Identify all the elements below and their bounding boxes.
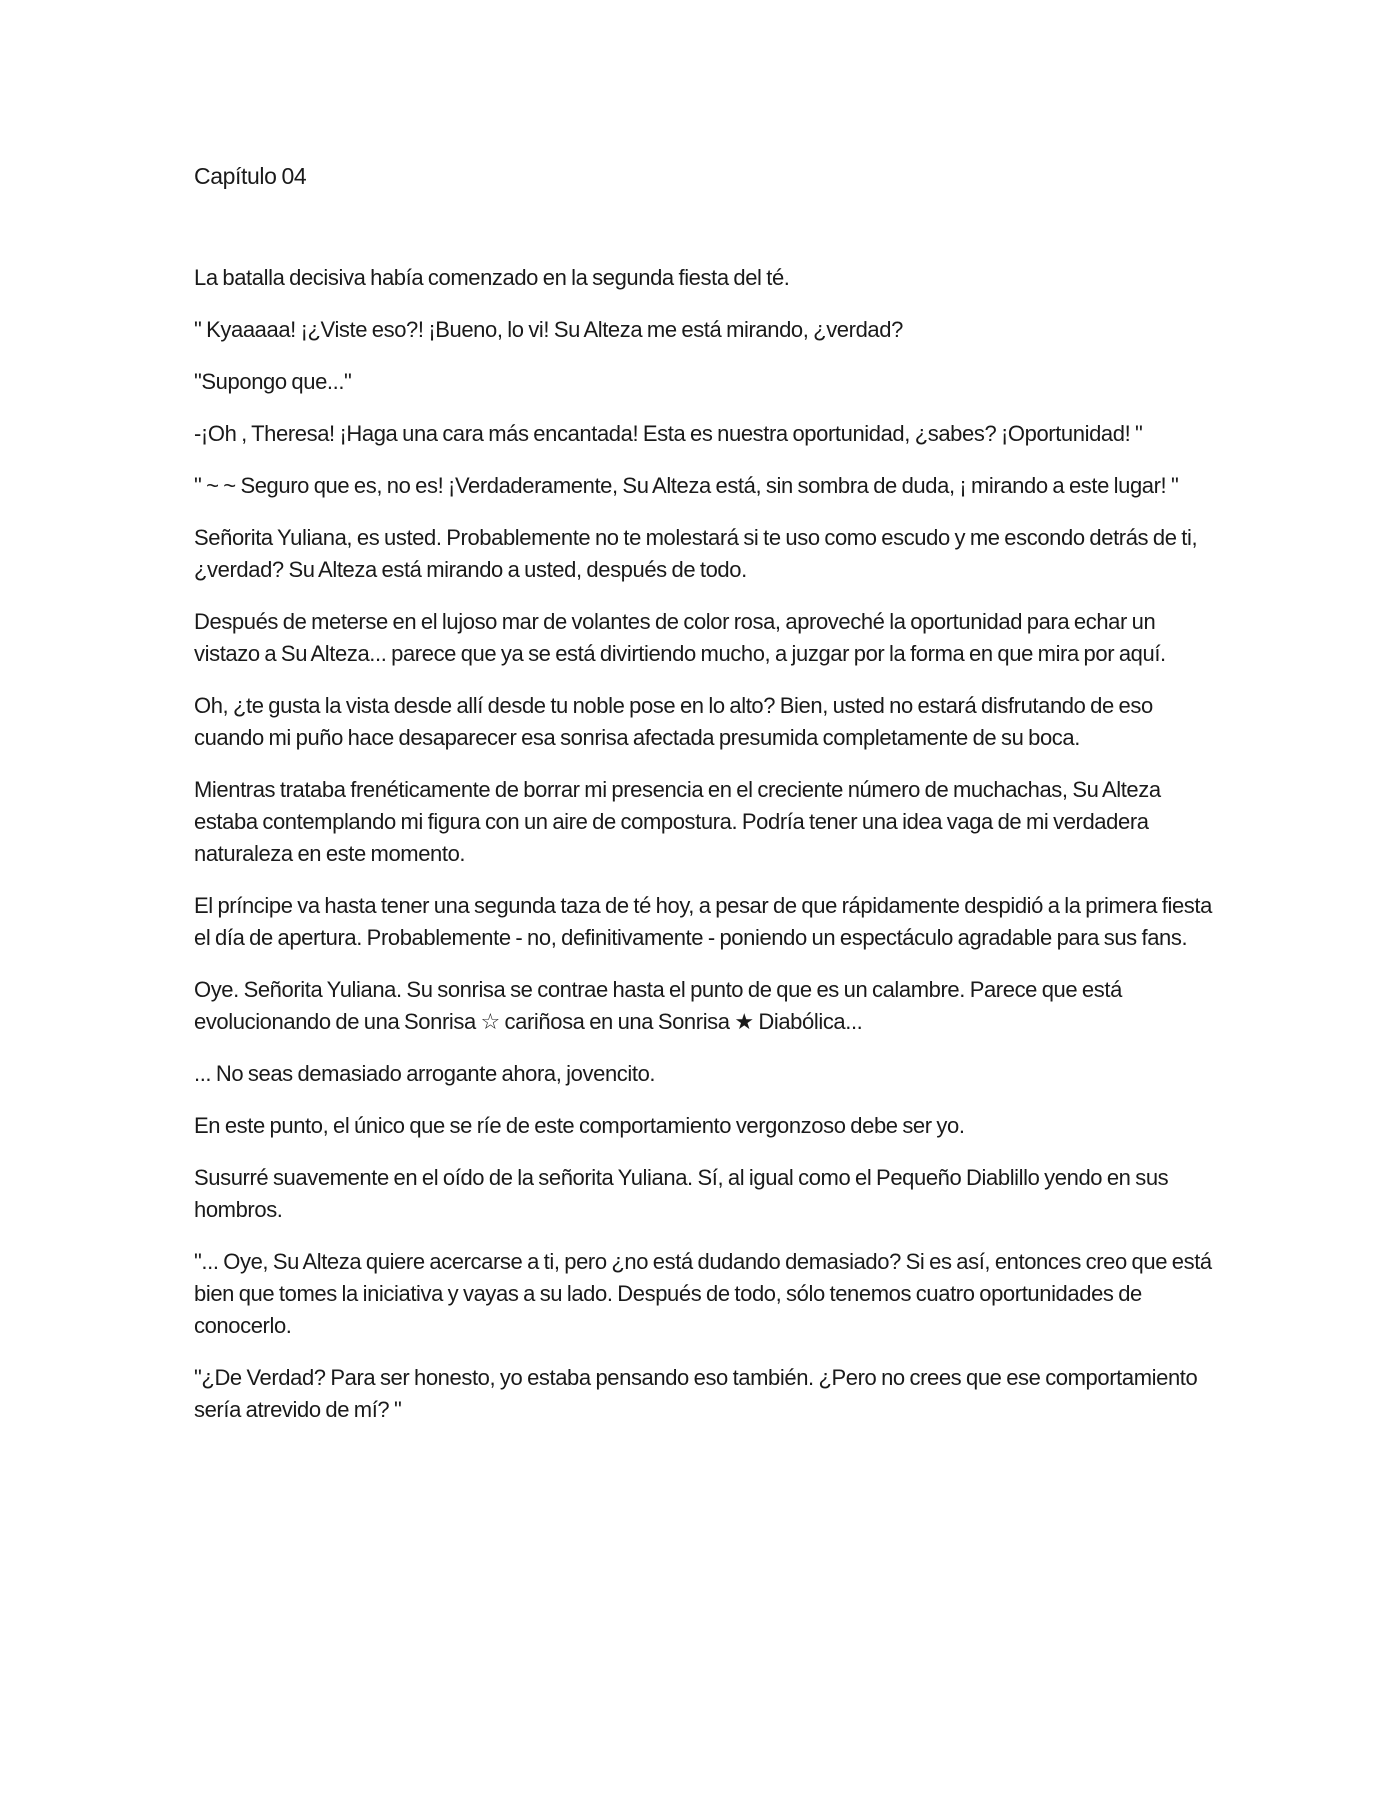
paragraph-14: Susurré suavemente en el oído de la señorita Yuliana. Sí, al igual como el Pequeño Diablillo yendo en sus hombros. [194,1165,1169,1222]
paragraph-1: La batalla decisiva había comenzado en la segunda fiesta del té. [194,265,790,290]
paragraph-8: Oh, ¿te gusta la vista desde allí desde tu noble pose en lo alto? Bien, usted no estará disfrutando de eso cuando mi puño hace desaparecer esa sonrisa afectada presumida completamente de su boca. [194,693,1153,750]
paragraph-4: -¡Oh , Theresa! ¡Haga una cara más encantada! Esta es nuestra oportunidad, ¿sabes? ¡Oportunidad! " [194,421,1143,446]
paragraph-6: Señorita Yuliana, es usted. Probablemente no te molestará si te uso como escudo y me escondo detrás de ti, ¿verdad? Su Alteza está mirando a usted, después de todo. [194,525,1198,582]
paragraph-5: " ~ ~ Seguro que es, no es! ¡Verdaderamente, Su Alteza está, sin sombra de duda, ¡ mirando a este lugar! " [194,473,1179,498]
paragraph-9: Mientras trataba frenéticamente de borrar mi presencia en el creciente número de muchachas, Su Alteza estaba contemplando mi figura con un aire de compostura. Podría tener una idea vaga de mi verdadera naturaleza en este momento. [194,777,1161,866]
paragraph-12: ... No seas demasiado arrogante ahora, jovencito. [194,1061,656,1086]
paragraph-16: "¿De Verdad? Para ser honesto, yo estaba pensando eso también. ¿Pero no crees que ese comportamiento sería atrevido de mí? " [194,1365,1198,1422]
paragraph-10: El príncipe va hasta tener una segunda taza de té hoy, a pesar de que rápidamente despidió a la primera fiesta el día de apertura. Probablemente - no, definitivamente - poniendo un espectáculo agradable para sus fans. [194,893,1212,950]
paragraph-15: "... Oye, Su Alteza quiere acercarse a ti, pero ¿no está dudando demasiado? Si es así, entonces creo que está bien que tomes la iniciativa y vayas a su lado. Después de todo, sólo tenemos cuatro oportunidades de conocerlo. [194,1249,1212,1338]
paragraph-2: " Kyaaaaa! ¡¿Viste eso?! ¡Bueno, lo vi! Su Alteza me está mirando, ¿verdad? [194,317,903,342]
chapter-title: Capítulo 04 [194,163,307,189]
paragraph-3: "Supongo que..." [194,369,352,394]
paragraph-11: Oye. Señorita Yuliana. Su sonrisa se contrae hasta el punto de que es un calambre. Parece que está evolucionando de una Sonrisa ☆ cariñosa en una Sonrisa ★ Diabólica... [194,977,1122,1034]
paragraph-7: Después de meterse en el lujoso mar de volantes de color rosa, aproveché la oportunidad para echar un vistazo a Su Alteza... parece que ya se está divirtiendo mucho, a juzgar por la forma en que mira por aquí. [194,609,1166,666]
paragraph-13: En este punto, el único que se ríe de este comportamiento vergonzoso debe ser yo. [194,1113,965,1138]
document-page [194,160,1224,1446]
